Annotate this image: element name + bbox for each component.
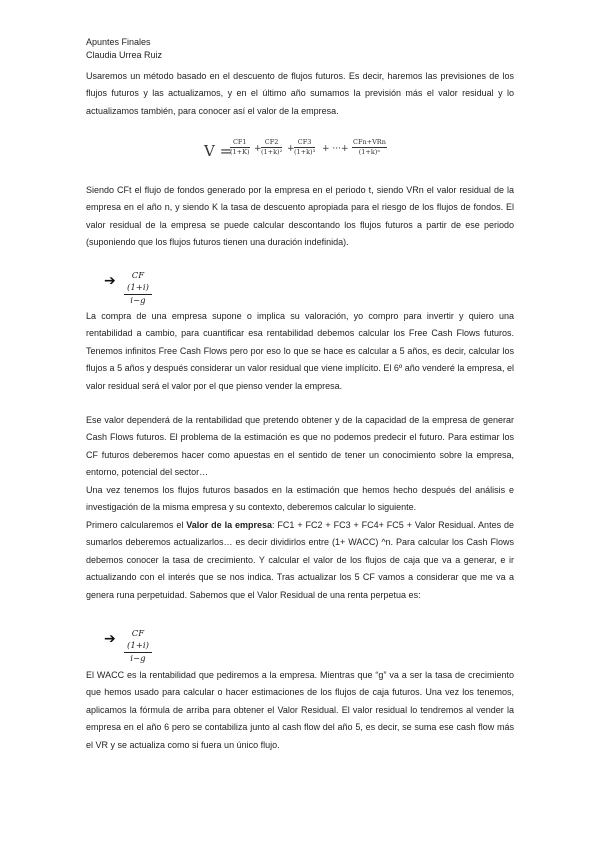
perpetuity-fraction: CF (1+i) i−g — [124, 270, 152, 307]
paragraph-analysis: Una vez tenemos los flujos futuros basados en la estimación que hemos hecho después del análisis e investigación de la misma empresa y su contexto, deberemos calcular lo siguiente. — [86, 485, 514, 513]
formula-term-3: $\frac{CF3}{\text{(1+k)³}}$ — [294, 138, 316, 156]
header-title: Apuntes Finales — [86, 37, 151, 47]
formula-term-1: $\frac{CF1}{(1+K)}$ — [230, 138, 250, 156]
paragraph-purchase: La compra de una empresa supone o implica su valoración, yo compro para invertir y quiero una rentabilidad a cambio, para cuantificar esa rentabilidad debemos calcular los Free Cash Flows futuros. Tenemos infinitos Free Cash Flows pero por eso lo que se hace es calcular a 5 años, es decir, calcular los flujos a 5 años y después considerar un valor residual que viene implícito. El 6º año venderé la empresa, el valor residual será el valor por el que pienso vender la empresa. — [86, 311, 514, 391]
arrow-icon: ➔ — [104, 273, 116, 289]
formula-lhs: V = — [204, 142, 233, 160]
valor-empresa-bold: Valor de la empresa — [186, 520, 273, 530]
paragraph-definitions: Siendo CFt el flujo de fondos generado por la empresa en el periodo t, siendo VRn el valor residual de la empresa en el año n, y siendo K la tasa de descuento apropiada para el riesgo de los flujos de fondos. El valor residual de la empresa se puede calcular descontando los flujos futuros a partir de ese periodo (suponiendo que los flujos futuros tienen una duración indefinida). — [86, 185, 514, 248]
paragraph-estimation: Ese valor dependerá de la rentabilidad que pretendo obtener y de la capacidad de la empresa de generar Cash Flows futuros. El problema de la estimación es que no podemos predecir el futuro. Para estimar los CF futuros deberemos hacer como apuestas en el sentido de tener un conocimiento sobre la empresa, entorno, potencial del sector… — [86, 415, 514, 478]
formula-plus: + — [287, 144, 295, 154]
arrow-icon: ➔ — [104, 631, 116, 647]
perpetuity-fraction: CF (1+i) i−g — [124, 628, 152, 665]
page-header — [86, 36, 162, 62]
formula-term-n: CFn+VRn (1+k)ⁿ — [353, 138, 386, 156]
paragraph-intro: Usaremos un método basado en el descuento de flujos futuros. Es decir, haremos las previsiones de los flujos futuros y las actualizamos, y en el último año sumamos la previsión más el valor residual y lo actualizamos también, para conocer así el valor de la empresa. — [86, 71, 514, 116]
formula-term-2: $\frac{CF2}{\text{(1+k)²}}$ — [261, 138, 283, 156]
paragraph-wacc: El WACC es la rentabilidad que pediremos a la empresa. Mientras que “g” va a ser la tasa de crecimiento que hemos usado para calcular o hacer estimaciones de los flujos de caja futuros. Una vez los tenemos, aplicamos la fórmula de arriba para obtener el Valor Residual. El valor residual lo tendremos al vender la empresa en el año 6 pero se contabiliza junto al cash flow del año 5, es decir, se suma ese cash flow más el VR y se actualiza como si fuera un único flujo. — [86, 670, 514, 750]
formula-plus: + — [254, 144, 262, 154]
header-author: Claudia Urrea Ruiz — [86, 50, 163, 60]
valuation-formula — [204, 136, 404, 166]
paragraph-valuation: Primero calcularemos el Valor de la empresa: FC1 + FC2 + FC3 + FC4+ FC5 + Valor Residual. Antes de sumarlos deberemos actualizarlos… es decir dividirlos entre (1+ WACC) ^n. Para calcular los Cash Flows debemos conocer la tasa de crecimiento. Y calcular el valor de los flujos de caja que va a generar, e ir actualizando con el interés que se nos indica. Tras actualizar los 5 CF vamos a considerar que me va a genera runa perpetuidad. Sabemos que el Valor Residual de una renta perpetua es: — [86, 520, 514, 600]
formula-ellipsis: + ···+ — [322, 144, 349, 154]
